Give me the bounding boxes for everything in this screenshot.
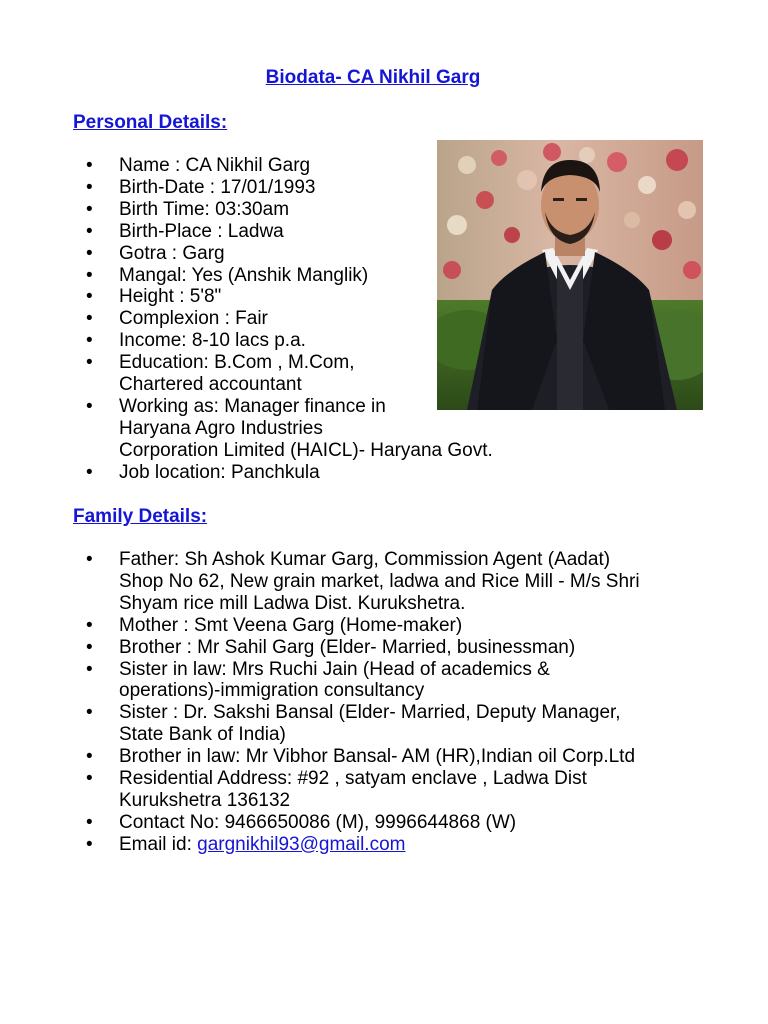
bullet-icon: •: [86, 811, 93, 833]
list-item-line: Corporation Limited (HAICL)- Haryana Govt.: [119, 439, 493, 461]
list-item: [0, 396, 493, 462]
bullet-icon: •: [86, 549, 93, 570]
list-item: [0, 812, 640, 834]
list-item-line: Complexion : Fair: [119, 308, 268, 330]
list-item-line: Brother : Mr Sahil Garg (Elder- Married, businessman): [119, 636, 576, 658]
list-item: [0, 549, 640, 615]
list-item-line: Chartered accountant: [119, 374, 302, 396]
bullet-icon: •: [86, 833, 93, 855]
list-item: [0, 659, 640, 703]
list-item-line: Name : CA Nikhil Garg: [119, 155, 311, 176]
list-item-line: Contact No: 9466650086 (M), 9996644868 (W): [119, 811, 517, 833]
list-item: [0, 308, 493, 330]
list-item: [0, 702, 640, 746]
bullet-icon: •: [86, 176, 93, 198]
list-item: [0, 286, 493, 308]
list-item-line: Kurukshetra 136132: [119, 789, 291, 811]
list-item-line: Residential Address: #92 , satyam enclave , Ladwa Dist: [119, 768, 587, 790]
list-item-line: Birth-Date : 17/01/1993: [119, 176, 316, 198]
list-item-line: Haryana Agro Industries: [119, 417, 323, 439]
list-item-line: operations)-immigration consultancy: [119, 680, 425, 702]
bullet-icon: •: [86, 155, 93, 176]
list-item: [0, 462, 493, 484]
list-item-line: Sister : Dr. Sakshi Bansal (Elder- Married, Deputy Manager,: [119, 702, 621, 724]
bullet-icon: •: [86, 242, 93, 264]
bullet-icon: •: [86, 614, 93, 636]
bullet-icon: •: [86, 746, 93, 768]
list-item: [0, 746, 640, 768]
list-item: [0, 265, 493, 287]
list-item-line: Shop No 62, New grain market, ladwa and Rice Mill - M/s Shri: [119, 570, 640, 592]
bullet-icon: •: [86, 264, 93, 286]
bullet-icon: •: [86, 702, 93, 724]
list-item-line: Birth Time: 03:30am: [119, 198, 290, 220]
bullet-icon: •: [86, 461, 93, 483]
list-item: [0, 243, 493, 265]
list-item: [0, 768, 640, 812]
list-item-line: Shyam rice mill Ladwa Dist. Kurukshetra.: [119, 592, 466, 614]
list-item-line: Birth-Place : Ladwa: [119, 220, 284, 242]
list-item-line: Height : 5'8": [119, 286, 222, 308]
list-item-line: State Bank of India): [119, 724, 286, 746]
bullet-icon: •: [86, 768, 93, 790]
bullet-icon: •: [86, 636, 93, 658]
personal-details-heading: Personal Details:: [73, 112, 228, 133]
list-item-line: Mother : Smt Veena Garg (Home-maker): [119, 614, 463, 636]
list-item-line: Mangal: Yes (Anshik Manglik): [119, 264, 369, 286]
list-item-line: Working as: Manager finance in: [119, 395, 386, 417]
email-link[interactable]: gargnikhil93@gmail.com: [197, 833, 406, 855]
portrait-photo: [437, 140, 703, 410]
list-item: [0, 637, 640, 659]
list-item-line: Gotra : Garg: [119, 242, 225, 264]
bullet-icon: •: [86, 330, 93, 352]
family-details-heading: Family Details:: [73, 506, 208, 527]
list-item-line: Father: Sh Ashok Kumar Garg, Commission Agent (Aadat): [119, 549, 611, 570]
family-details-list: [0, 549, 640, 856]
list-item: [0, 615, 640, 637]
email-label: Email id:: [119, 833, 198, 855]
list-item: [0, 155, 493, 177]
bullet-icon: •: [86, 308, 93, 330]
personal-details-list: [0, 155, 493, 484]
list-item-line: [119, 834, 640, 856]
list-item-line: Sister in law: Mrs Ruchi Jain (Head of academics &: [119, 658, 550, 680]
bullet-icon: •: [86, 352, 93, 374]
bullet-icon: •: [86, 286, 93, 308]
list-item-line: Job location: Panchkula: [119, 461, 320, 483]
list-item-line: Income: 8-10 lacs p.a.: [119, 330, 306, 352]
page-title: Biodata- CA Nikhil Garg: [265, 67, 481, 88]
list-item: [0, 177, 493, 199]
list-item: [0, 352, 493, 396]
list-item-line: Education: B.Com , M.Com,: [119, 352, 355, 374]
bullet-icon: •: [86, 658, 93, 680]
bullet-icon: •: [86, 198, 93, 220]
list-item-email: [0, 834, 640, 856]
list-item: [0, 199, 493, 221]
bullet-icon: •: [86, 395, 93, 417]
bullet-icon: •: [86, 220, 93, 242]
list-item: [0, 330, 493, 352]
list-item-line: Brother in law: Mr Vibhor Bansal- AM (HR),Indian oil Corp.Ltd: [119, 746, 636, 768]
list-item: [0, 221, 493, 243]
